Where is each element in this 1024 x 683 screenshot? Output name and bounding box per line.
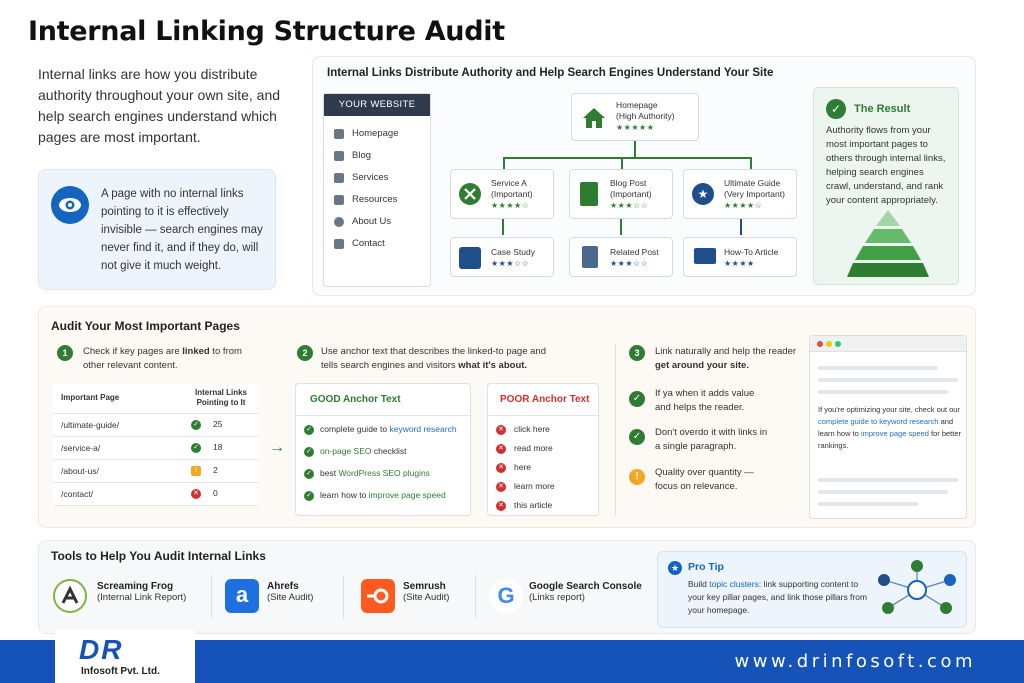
tool-google-search-console[interactable]: Google Search Console (Links report) xyxy=(529,581,642,603)
document-icon xyxy=(580,182,598,206)
nav-item-resources[interactable]: Resources xyxy=(334,194,397,205)
star-rating: ★★★☆☆ xyxy=(610,259,649,268)
poor-anchor-item: ✕ this article xyxy=(496,500,552,511)
divider xyxy=(211,575,212,619)
pro-tip-title: Pro Tip xyxy=(688,561,724,573)
connector xyxy=(620,219,622,235)
text-placeholder xyxy=(818,490,948,494)
text-placeholder xyxy=(818,366,938,370)
tip-text: Quality over quantity — focus on relevance. xyxy=(655,467,754,492)
step2-text: Use anchor text that describes the linked-to page and tells search engines and visitors what it's about. xyxy=(321,346,546,371)
pro-tip-card xyxy=(657,551,967,628)
maximize-icon xyxy=(835,341,841,347)
text-placeholder xyxy=(818,502,918,506)
node-blog-post xyxy=(569,169,673,219)
star-icon: ★ xyxy=(668,561,682,575)
node-label: Homepage xyxy=(616,100,658,110)
check-icon: ✓ xyxy=(191,420,201,430)
minimize-icon xyxy=(826,341,832,347)
node-label: Ultimate Guide xyxy=(724,178,781,188)
check-icon: ✓ xyxy=(629,391,645,407)
home-icon xyxy=(334,129,344,139)
poor-anchor-card xyxy=(487,383,599,516)
pyramid-icon xyxy=(847,210,929,283)
star-rating: ★★★★ xyxy=(724,259,755,268)
nav-item-blog[interactable]: Blog xyxy=(334,150,371,161)
node-related-post xyxy=(569,237,673,277)
step1-text: Check if key pages are linked to from other relevant content. xyxy=(83,346,242,371)
connector xyxy=(502,219,504,235)
node-label: Blog Post xyxy=(610,178,647,188)
tools-section xyxy=(38,540,976,634)
good-anchor-item: ✓ on-page SEO checklist xyxy=(304,446,406,457)
logo-mark: DR xyxy=(79,634,124,665)
good-anchor-item: ✓ complete guide to keyword research xyxy=(304,424,457,435)
company-logo xyxy=(55,630,195,683)
pro-tip-text: Build topic clusters: link supporting content to your key pillar pages, and link those pillars from your homepage. xyxy=(688,579,868,615)
warning-box xyxy=(38,169,276,290)
intro-text: Internal links are how you distribute authority throughout your own site, and help search engines understand which pages are most important. xyxy=(38,66,281,145)
arrow-right-icon: → xyxy=(269,439,285,456)
good-anchor-card xyxy=(295,383,471,516)
node-label: Related Post xyxy=(610,247,659,257)
browser-titlebar xyxy=(810,336,966,352)
topic-cluster-icon xyxy=(872,558,962,627)
node-ultimate-guide xyxy=(683,169,797,219)
website-header: YOUR WEBSITE xyxy=(324,94,430,116)
nav-item-about[interactable]: About Us xyxy=(334,216,391,227)
people-icon xyxy=(459,247,481,269)
good-anchor-item: ✓ best WordPress SEO plugins xyxy=(304,468,430,479)
tool-ahrefs[interactable]: Ahrefs (Site Audit) xyxy=(267,581,314,603)
book-icon xyxy=(694,248,716,264)
website-url[interactable]: www.drinfosoft.com xyxy=(734,651,976,672)
table-header: Internal Links Pointing to It xyxy=(183,383,259,413)
connector xyxy=(503,157,751,159)
result-card xyxy=(813,87,959,285)
authority-diagram xyxy=(312,56,976,296)
browser-mockup xyxy=(809,335,967,519)
node-label: Case Study xyxy=(491,247,535,257)
poor-anchor-item: ✕ here xyxy=(496,462,531,473)
inline-link[interactable]: complete guide to keyword research xyxy=(818,417,939,426)
poor-anchor-item: ✕ read more xyxy=(496,443,553,454)
node-sublabel: (Very Important) xyxy=(724,189,785,199)
semrush-logo-icon xyxy=(361,579,395,613)
star-rating: ★★★☆☆ xyxy=(610,201,649,210)
step-number: 1 xyxy=(57,345,73,361)
document-icon xyxy=(334,151,344,161)
node-sublabel: (High Authority) xyxy=(616,111,675,121)
connector xyxy=(750,157,752,169)
company-name: Infosoft Pvt. Ltd. xyxy=(81,666,160,677)
result-text: Authority flows from your most important pages to others through internal links, helping search engines crawl, understand, and rank your content appropriately. xyxy=(826,125,946,206)
browser-paragraph: If you're optimizing your site, check out our complete guide to keyword research and learn how to improve page speed for better rankings. xyxy=(818,405,962,450)
check-icon: ✓ xyxy=(826,99,846,119)
good-anchor-item: ✓ learn how to improve page speed xyxy=(304,490,446,501)
ahrefs-logo-icon: a xyxy=(225,579,259,613)
person-icon xyxy=(334,217,344,227)
tool-screaming-frog[interactable]: Screaming Frog (Internal Link Report) xyxy=(97,581,187,603)
step-number: 2 xyxy=(297,345,313,361)
table-row: /ultimate-guide/ ✓ 25 xyxy=(53,413,259,436)
node-service-a xyxy=(450,169,554,219)
step-number: 3 xyxy=(629,345,645,361)
star-icon: ★ xyxy=(692,183,714,205)
nav-item-homepage[interactable]: Homepage xyxy=(334,128,398,139)
node-sublabel: (Important) xyxy=(610,189,652,199)
connector xyxy=(621,157,623,169)
divider xyxy=(343,575,344,619)
connector xyxy=(740,219,742,235)
star-rating: ★★★★★ xyxy=(616,123,655,132)
warning-icon: ! xyxy=(629,469,645,485)
good-anchor-title: GOOD Anchor Text xyxy=(296,384,470,416)
node-sublabel: (Important) xyxy=(491,189,533,199)
node-homepage xyxy=(571,93,699,141)
tools-title: Tools to Help You Audit Internal Links xyxy=(51,549,266,563)
nav-item-services[interactable]: Services xyxy=(334,172,388,183)
tip-text: If ya when it adds value and helps the reader. xyxy=(655,388,755,413)
text-placeholder xyxy=(818,378,958,382)
frog-icon xyxy=(53,579,87,613)
result-title: The Result xyxy=(854,103,911,115)
page-title: Internal Linking Structure Audit xyxy=(28,16,505,47)
star-rating: ★★★★☆ xyxy=(724,201,763,210)
eye-icon xyxy=(51,186,89,224)
table-header: Important Page xyxy=(53,383,183,413)
inline-link[interactable]: improve page speed xyxy=(860,429,929,438)
step3-text: Link naturally and help the reader get around your site. xyxy=(655,346,797,371)
book-icon xyxy=(334,195,344,205)
node-case-study xyxy=(450,237,554,277)
connector xyxy=(503,157,505,169)
poor-anchor-title: POOR Anchor Text xyxy=(488,384,598,416)
table-row: /contact/ ✕ 0 xyxy=(53,482,259,505)
text-placeholder xyxy=(818,478,958,482)
star-rating: ★★★★☆ xyxy=(491,201,530,210)
nav-item-contact[interactable]: Contact xyxy=(334,238,385,249)
tip-text: Don't overdo it with links in a single paragraph. xyxy=(655,427,768,452)
poor-anchor-item: ✕ click here xyxy=(496,424,550,435)
tools-icon xyxy=(459,183,481,205)
divider xyxy=(475,575,476,619)
diagram-title: Internal Links Distribute Authority and Help Search Engines Understand Your Site xyxy=(327,67,774,79)
mail-icon xyxy=(334,239,344,249)
table-row: /about-us/ ! 2 xyxy=(53,459,259,482)
poor-anchor-item: ✕ learn more xyxy=(496,481,555,492)
briefcase-icon xyxy=(334,173,344,183)
tool-semrush[interactable]: Semrush (Site Audit) xyxy=(403,581,450,603)
text-placeholder xyxy=(818,390,948,394)
check-icon: ✓ xyxy=(629,429,645,445)
node-label: How-To Article xyxy=(724,247,779,257)
x-icon: ✕ xyxy=(191,489,201,499)
document-icon xyxy=(582,246,598,268)
node-label: Service A xyxy=(491,178,527,188)
warning-text: A page with no internal links pointing to it is effectively invisible — search engines may never find it, and if they do, will not give it much weight. xyxy=(101,188,263,272)
close-icon xyxy=(817,341,823,347)
warning-icon: ! xyxy=(191,466,201,476)
audit-section xyxy=(38,306,976,528)
audit-title: Audit Your Most Important Pages xyxy=(51,319,240,333)
website-nav-card xyxy=(323,93,431,287)
divider xyxy=(615,343,616,515)
star-rating: ★★★☆☆ xyxy=(491,259,530,268)
table-row: /service-a/ ✓ 18 xyxy=(53,436,259,459)
google-logo-icon: G xyxy=(489,579,523,613)
links-table xyxy=(53,383,259,506)
node-how-to xyxy=(683,237,797,277)
connector xyxy=(634,141,636,157)
home-icon xyxy=(582,106,604,128)
check-icon: ✓ xyxy=(191,443,201,453)
